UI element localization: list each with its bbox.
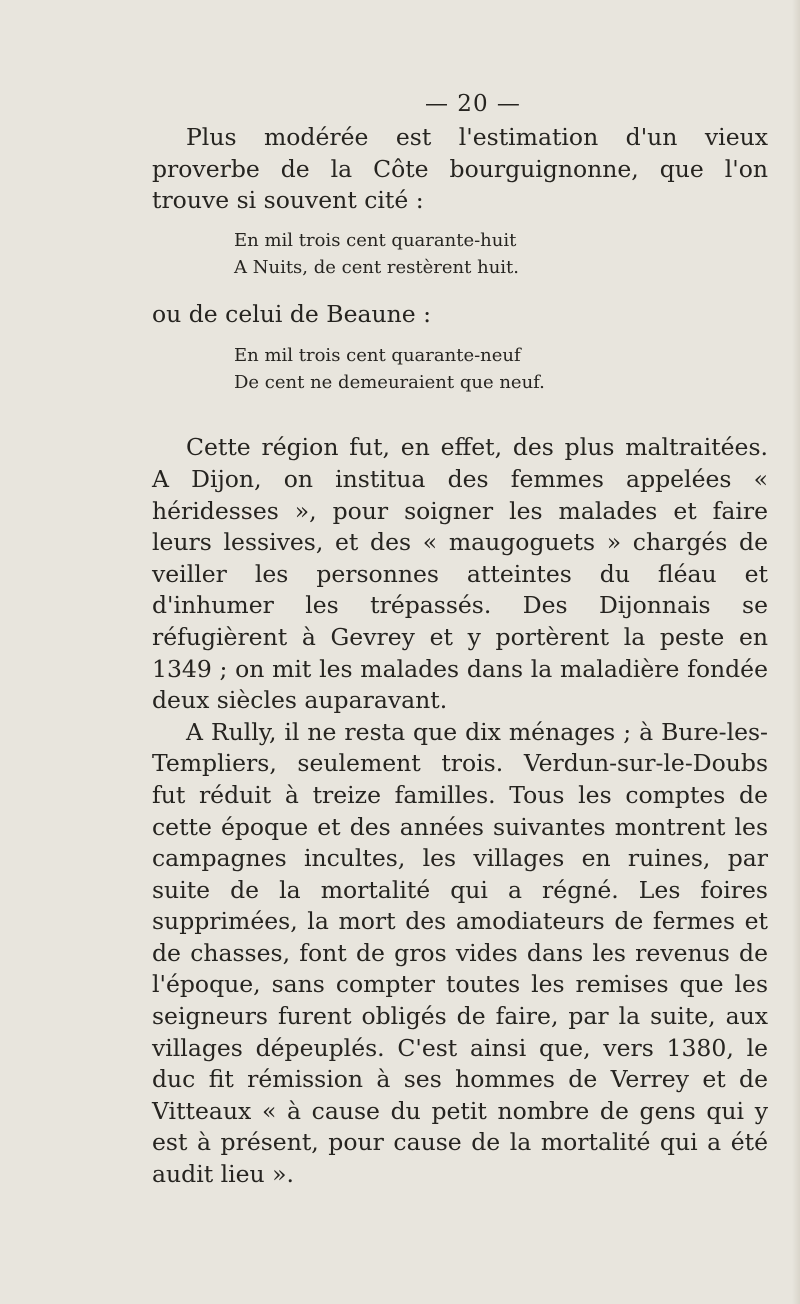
verse-nuits — [234, 227, 768, 281]
paragraph-region: Cette région fut, en effet, des plus maltraitées. A Dijon, on institua des femmes appelées « héridesses », pour soigner les malades et faire leurs lessives, et des « maugoguets » chargés de veiller les personnes atteintes du fléau et d'inhumer les trépassés. Des Dijonnais se réfugièrent à Gevrey et y portèrent la peste en 1349 ; on mit les malades dans la maladière fondée deux siècles auparavant. — [152, 433, 768, 715]
verse-line: A Nuits, de cent restèrent huit. — [234, 256, 519, 278]
paragraph-transition: ou de celui de Beaune : — [152, 299, 432, 328]
verse-line: En mil trois cent quarante-neuf — [234, 345, 521, 367]
verse-beaune — [234, 342, 768, 396]
verse-line: De cent ne demeuraient que neuf. — [234, 372, 545, 394]
page-edge-shadow — [792, 0, 800, 1304]
paragraph-rully: A Rully, il ne resta que dix ménages ; à Bure-les-Templiers, seulement trois. Verdun-sur-le-Doubs fut réduit à treize familles. Tous les comptes de cette époque et des années suivantes montrent les campagnes incultes, les villages en ruines, par suite de la mortalité qui a régné. Les foires supprimées, la mort des amodiateurs de fermes et de chasses, font de gros vides dans les revenus de l'époque, sans compter toutes les remises que les seigneurs furent obligés de faire, par la suite, aux villages dépeuplés. C'est ainsi que, vers 1380, le duc fit rémission à ses hommes de Verrey et de Vitteaux « à cause du petit nombre de gens qui y est à présent, pour cause de la mortalité qui a été audit lieu ». — [152, 717, 768, 1189]
page-number: — 20 — — [425, 91, 521, 117]
verse-line: En mil trois cent quarante-huit — [234, 229, 517, 251]
text-body — [152, 122, 768, 1191]
paragraph-intro: Plus modérée est l'estimation d'un vieux proverbe de la Côte bourguignonne, que l'on trouve si souvent cité : — [152, 123, 768, 215]
